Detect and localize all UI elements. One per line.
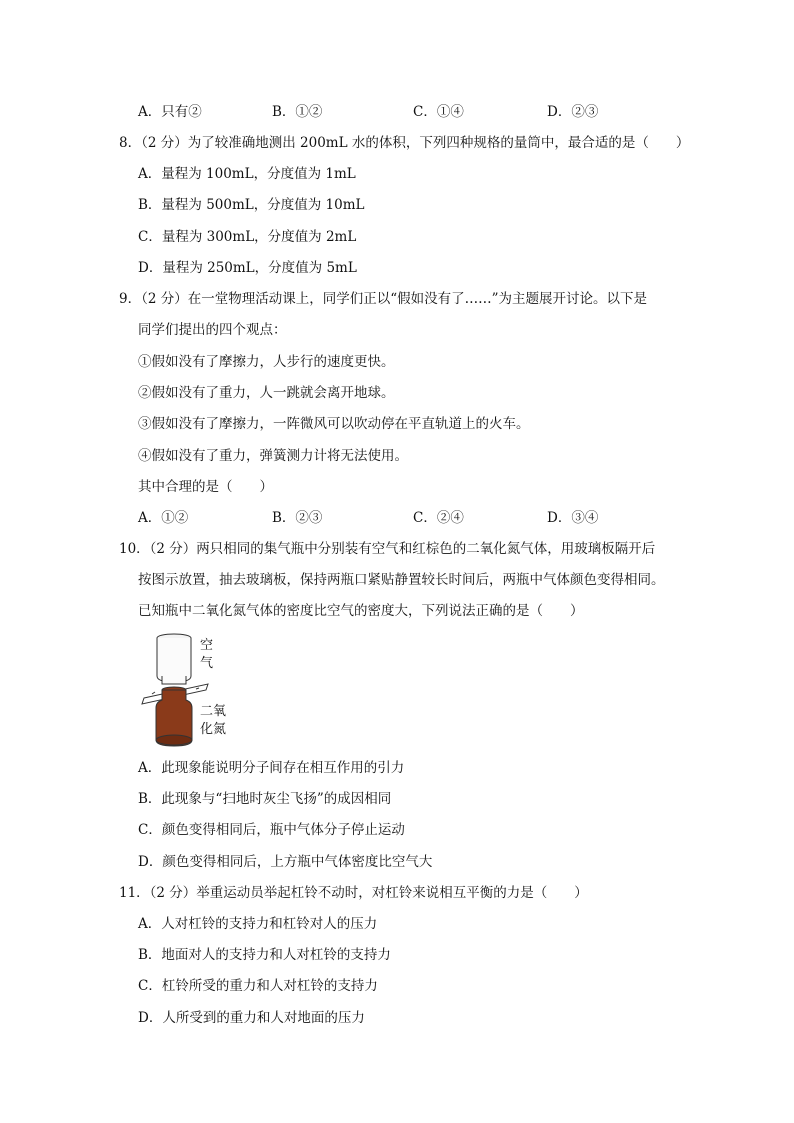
q11-option-b: B．地面对人的支持力和人对杠铃的支持力 bbox=[138, 947, 391, 963]
q11-option-a: A．人对杠铃的支持力和杠铃对人的压力 bbox=[138, 916, 378, 932]
q9-stem-line-1: 9．（2 分）在一堂物理活动课上，同学们正以“假如没有了……”为主题展开讨论。以下是 bbox=[119, 291, 648, 307]
plate-mark-1 bbox=[152, 692, 155, 694]
q10-stem-line-3: 已知瓶中二氧化氮气体的密度比空气的密度大，下列说法正确的是（ ） bbox=[138, 603, 584, 619]
q10-stem-line-2: 按图示放置，抽去玻璃板，保持两瓶口紧贴静置较长时间后，两瓶中气体颜色变得相同。 bbox=[138, 572, 665, 588]
q10-stem-line-1: 10．（2 分）两只相同的集气瓶中分别装有空气和红棕色的二氧化氮气体，用玻璃板隔开后 bbox=[119, 541, 656, 557]
gas-jars-figure bbox=[140, 632, 240, 750]
q9-point-2: ②假如没有了重力，人一跳就会离开地球。 bbox=[138, 385, 395, 401]
q9-ask: 其中合理的是（ ） bbox=[138, 479, 273, 495]
q11-stem: 11．（2 分）举重运动员举起杠铃不动时，对杠铃来说相互平衡的力是（ ） bbox=[119, 885, 588, 901]
q10-option-b: B．此现象与“扫地时灰尘飞扬”的成因相同 bbox=[138, 791, 392, 807]
air-label-1: 空 bbox=[200, 638, 214, 653]
q7-option-a: A．只有② bbox=[138, 104, 202, 120]
air-label-2: 气 bbox=[200, 656, 214, 671]
q7-option-d: D．②③ bbox=[547, 104, 599, 120]
q11-option-c: C．杠铃所受的重力和人对杠铃的支持力 bbox=[138, 978, 378, 994]
q10-option-c: C．颜色变得相同后，瓶中气体分子停止运动 bbox=[138, 822, 405, 838]
bottom-jar-base bbox=[156, 735, 192, 745]
q10-option-d: D．颜色变得相同后，上方瓶中气体密度比空气大 bbox=[138, 854, 433, 870]
q9-stem-line-2: 同学们提出的四个观点： bbox=[138, 322, 287, 338]
q8-option-c: C．量程为 300mL，分度值为 2mL bbox=[138, 229, 357, 245]
top-jar-neck bbox=[162, 676, 186, 684]
q11-option-d: D．人所受到的重力和人对地面的压力 bbox=[138, 1010, 365, 1026]
q9-option-c: C．②④ bbox=[413, 510, 464, 526]
q9-option-b: B．②③ bbox=[272, 510, 323, 526]
q8-option-a: A．量程为 100mL，分度值为 1mL bbox=[138, 166, 356, 182]
q9-option-d: D．③④ bbox=[547, 510, 599, 526]
q8-option-d: D．量程为 250mL，分度值为 5mL bbox=[138, 260, 357, 276]
q10-option-a: A．此现象能说明分子间存在相互作用的引力 bbox=[138, 760, 405, 776]
q9-point-4: ④假如没有了重力，弹簧测力计将无法使用。 bbox=[138, 448, 408, 464]
top-jar-body bbox=[157, 638, 191, 682]
q9-point-1: ①假如没有了摩擦力，人步行的速度更快。 bbox=[138, 354, 395, 370]
q9-option-a: A．①② bbox=[138, 510, 189, 526]
q7-option-c: C．①④ bbox=[413, 104, 464, 120]
q8-stem: 8．（2 分）为了较准确地测出 200mL 水的体积，下列四种规格的量筒中，最合适的是（ ） bbox=[119, 135, 690, 151]
no2-label-2: 化氮 bbox=[200, 722, 227, 737]
no2-label-1: 二氧 bbox=[200, 704, 227, 719]
q8-option-b: B．量程为 500mL，分度值为 10mL bbox=[138, 197, 365, 213]
q9-point-3: ③假如没有了摩擦力，一阵微风可以吹动停在平直轨道上的火车。 bbox=[138, 416, 530, 432]
q7-option-b: B．①② bbox=[272, 104, 323, 120]
